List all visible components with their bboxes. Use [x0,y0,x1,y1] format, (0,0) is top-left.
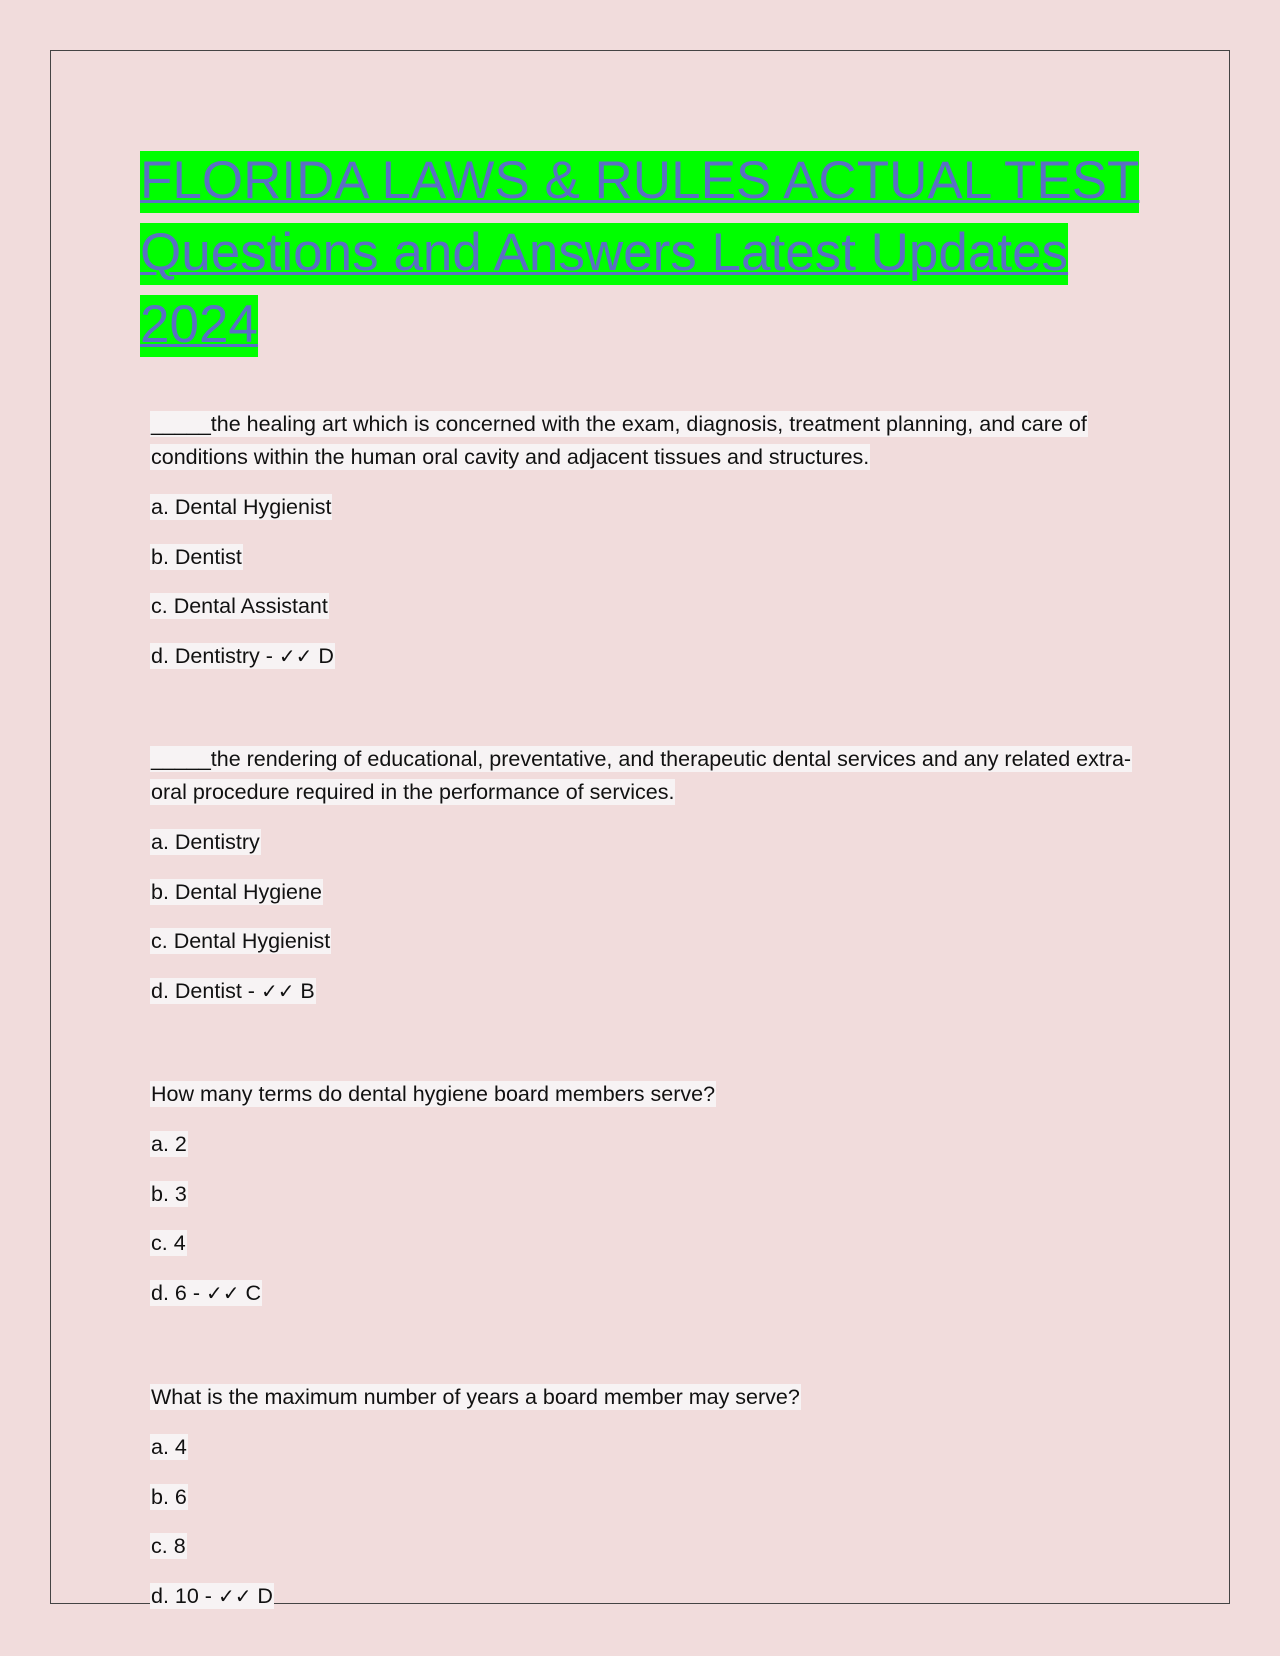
correct-answer: C [239,1280,261,1305]
correct-answer: D [251,1583,273,1608]
question-text: How many terms do dental hygiene board members serve? [151,1082,716,1106]
answer-option-a: a. Dental Hygienist [151,495,332,519]
answer-option-d: d. Dentistry - ✓✓ D [151,643,334,668]
correct-answer: B [294,978,315,1003]
question-block-4 [150,1381,1140,1629]
question-text: What is the maximum number of years a board member may serve? [151,1385,800,1409]
question-block-2 [150,743,1140,1024]
answer-option-b: b. 3 [151,1181,187,1206]
checkmark-icon: ✓✓ [278,643,313,668]
answer-option-a: a. 4 [151,1435,187,1459]
question-text-span: _____the healing art which is concerned with the exam, diagnosis, treatment planning, and care of conditions within the human oral cavity and adjacent tissues and structures. [151,412,1087,469]
answer-option-c: c. Dental Hygienist [151,929,331,953]
correct-answer: D [312,643,334,668]
question-block-1 [150,408,1140,689]
answer-option-b: b. 6 [151,1484,187,1509]
answer-option-c: c. Dental Assistant [151,594,328,618]
question-block-3 [150,1078,1140,1326]
question-text: _____the rendering of educational, preventative, and therapeutic dental services and any related extra-oral procedure required in the performance of services. [151,747,1132,804]
document-title-text: FLORIDA LAWS & RULES ACTUAL TEST Questions and Answers Latest Updates 2024 [140,151,1139,357]
answer-option-a: a. Dentistry [151,830,260,854]
answer-option-c: c. 4 [151,1231,186,1255]
answer-option-d: d. Dentist - ✓✓ B [151,978,315,1003]
answer-option-d: d. 6 - ✓✓ C [151,1280,261,1305]
answer-option-d: d. 10 - ✓✓ D [151,1583,273,1608]
checkmark-icon: ✓✓ [260,978,295,1003]
checkmark-icon: ✓✓ [205,1280,240,1305]
answer-option-b: b. Dental Hygiene [151,879,322,904]
question-text [150,408,1140,474]
checkmark-icon: ✓✓ [217,1583,252,1608]
answer-option-a: a. 2 [151,1132,187,1156]
document-title [140,145,1140,361]
answer-option-b: b. Dentist [151,544,242,569]
answer-option-c: c. 8 [151,1534,186,1558]
